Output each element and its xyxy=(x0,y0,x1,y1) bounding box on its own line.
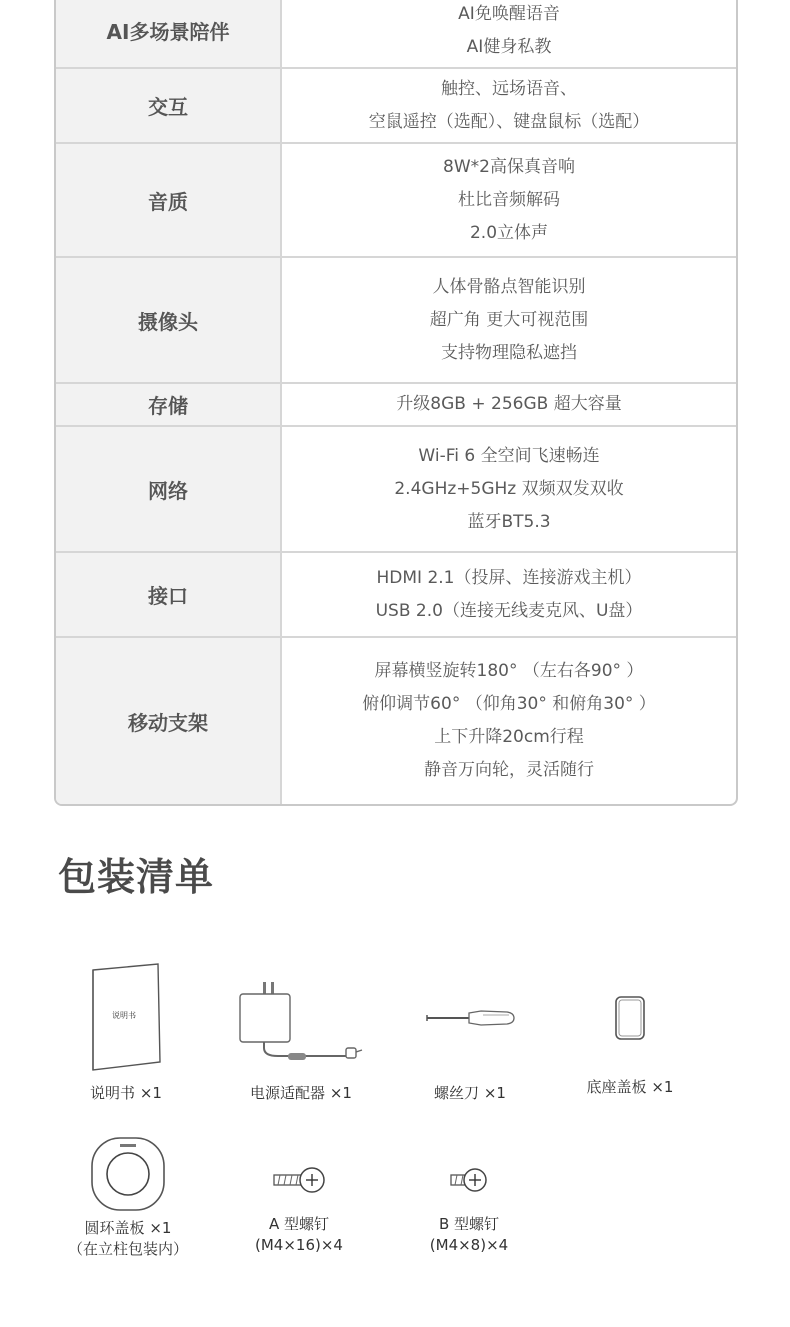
spec-value xyxy=(282,384,736,425)
item-caption: 螺丝刀 ×1 xyxy=(434,1084,506,1102)
item-caption: B 型螺钉 xyxy=(438,1215,500,1233)
spec-row-stand xyxy=(56,638,736,804)
spec-line: 支持物理隐私遮挡 xyxy=(441,342,577,363)
spec-line: AI免唤醒语音 xyxy=(458,3,560,24)
item-caption: (M4×16)×4 xyxy=(255,1236,343,1254)
spec-line: 2.0立体声 xyxy=(469,222,549,243)
spec-line: 上下升降20cm行程 xyxy=(434,727,584,747)
spec-row-audio xyxy=(56,144,736,258)
item-caption: （在立柱包装内） xyxy=(67,1240,188,1258)
spec-line: 2.4GHz+5GHz 双频双发双收 xyxy=(394,478,624,499)
spec-line: 杜比音频解码 xyxy=(458,189,560,210)
item-caption: 说明书 ×1 xyxy=(90,1084,162,1102)
screw-a-icon xyxy=(272,1150,326,1210)
spec-table xyxy=(54,0,738,806)
package-item-base-cover xyxy=(570,960,690,1098)
spec-value xyxy=(282,638,736,804)
package-item-screwdriver xyxy=(420,960,520,1104)
spec-value xyxy=(282,69,736,142)
spec-label: 音质 xyxy=(56,144,282,256)
package-item-screw-a xyxy=(234,1150,364,1256)
spec-label: 移动支架 xyxy=(56,638,282,804)
spec-row-storage xyxy=(56,384,736,427)
spec-line: 空鼠遥控（选配）、键盘鼠标（选配） xyxy=(368,111,650,132)
power-adapter-icon xyxy=(238,960,364,1075)
spec-label: 接口 xyxy=(56,553,282,636)
manual-cover-text: 说明书 xyxy=(112,1010,136,1020)
spec-line: AI健身私教 xyxy=(466,36,552,57)
spec-value xyxy=(282,258,736,382)
package-item-screw-b xyxy=(404,1150,534,1256)
item-caption: 电源适配器 ×1 xyxy=(250,1084,352,1102)
spec-line: 8W*2高保真音响 xyxy=(443,156,575,177)
spec-label: 交互 xyxy=(56,69,282,142)
item-caption: 底座盖板 ×1 xyxy=(586,1078,674,1096)
spec-line: 静音万向轮，灵活随行 xyxy=(424,760,594,780)
spec-line: 俯仰调节60° （仰角30° 和俯角30° ） xyxy=(362,694,656,714)
spec-value xyxy=(282,553,736,636)
spec-row-ai xyxy=(56,0,736,69)
spec-line: USB 2.0（连接无线麦克风、U盘） xyxy=(375,600,643,621)
spec-line: HDMI 2.1（投屏、连接游戏主机） xyxy=(376,567,642,588)
ring-cover-icon xyxy=(90,1134,166,1214)
package-list-title: 包装清单 xyxy=(58,855,215,899)
package-item-manual xyxy=(76,960,176,1104)
spec-line: 触控、远场语音、 xyxy=(441,78,577,99)
spec-line: 蓝牙BT5.3 xyxy=(467,511,551,532)
spec-label: 网络 xyxy=(56,427,282,551)
item-caption: A 型螺钉 xyxy=(268,1215,330,1233)
spec-line: 升级8GB + 256GB 超大容量 xyxy=(396,394,622,414)
spec-value xyxy=(282,0,736,67)
spec-value xyxy=(282,144,736,256)
spec-row-interaction xyxy=(56,69,736,144)
spec-row-camera xyxy=(56,258,736,384)
package-item-ring-cover xyxy=(58,1134,198,1260)
spec-line: Wi-Fi 6 全空间飞速畅连 xyxy=(418,445,600,466)
base-cover-icon xyxy=(613,960,647,1075)
item-caption: 圆环盖板 ×1 xyxy=(84,1219,172,1237)
spec-label: 摄像头 xyxy=(56,258,282,382)
spec-line: 人体骨骼点智能识别 xyxy=(432,276,586,297)
spec-value xyxy=(282,427,736,551)
manual-icon xyxy=(86,960,166,1075)
spec-label: 存储 xyxy=(56,384,282,425)
spec-label: AI多场景陪伴 xyxy=(56,0,282,67)
spec-row-ports xyxy=(56,553,736,638)
item-caption: (M4×8)×4 xyxy=(429,1236,509,1254)
spec-line: 超广角 更大可视范围 xyxy=(429,309,589,330)
spec-row-network xyxy=(56,427,736,553)
screwdriver-icon xyxy=(425,960,515,1075)
spec-line: 屏幕横竖旋转180° （左右各90° ） xyxy=(374,661,644,681)
package-item-power-adapter xyxy=(238,960,364,1104)
screw-b-icon xyxy=(449,1150,489,1210)
